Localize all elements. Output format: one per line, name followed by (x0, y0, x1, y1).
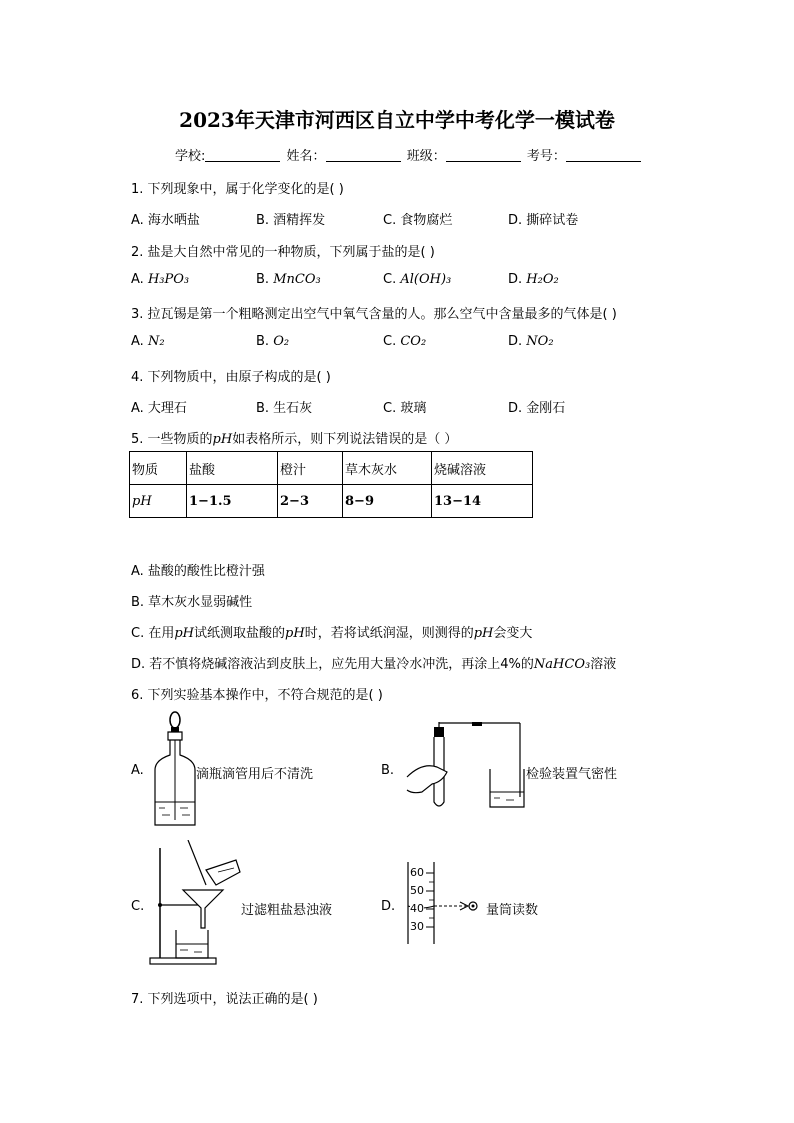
q2-option-a[interactable] (131, 272, 189, 287)
ph-symbol: pH (285, 626, 305, 641)
q6-option-d-label: 量筒读数 (486, 903, 539, 918)
option-letter: B. (256, 272, 270, 287)
class-blank[interactable] (446, 149, 521, 162)
table-cell: 13−14 (432, 485, 533, 518)
q6-option-b-letter[interactable]: B. (381, 763, 395, 778)
option-text: 试纸测取盐酸的 (194, 626, 286, 641)
table-cell: 橙汁 (278, 452, 343, 485)
option-text: C. 在用 (131, 626, 175, 641)
stem-text: 5. 一些物质的 (131, 432, 213, 447)
q6-option-d-letter[interactable]: D. (381, 899, 396, 914)
ph-table (129, 451, 533, 518)
q3-option-b[interactable] (256, 334, 289, 349)
ph-symbol: pH (212, 432, 233, 447)
option-text: 会变大 (493, 626, 533, 641)
formula: NaHCO₃ (533, 657, 591, 672)
table-row (130, 485, 533, 518)
q5-option-d[interactable] (131, 653, 616, 672)
question-6-stem: 6. 下列实验基本操作中，不符合规范的是( ) (131, 688, 383, 703)
option-letter: D. (508, 334, 523, 349)
table-cell: 1−1.5 (187, 485, 278, 518)
formula: MnCO₃ (273, 272, 321, 287)
table-cell: 物质 (130, 452, 187, 485)
cylinder-tick-60: 60 (410, 866, 424, 879)
airtightness-check-icon (402, 722, 532, 812)
q5-option-a[interactable]: A. 盐酸的酸性比橙汁强 (131, 564, 265, 579)
cylinder-tick-40: 40 (410, 902, 424, 915)
table-cell: 盐酸 (187, 452, 278, 485)
q6-option-a-letter[interactable]: A. (131, 763, 144, 778)
filtration-apparatus-icon (148, 840, 243, 968)
option-text: D. 若不慎将烧碱溶液沾到皮肤上，应先用大量冷水冲洗，再涂上4%的 (131, 657, 534, 672)
q6-option-b-label: 检验装置气密性 (526, 767, 618, 782)
table-cell: 烧碱溶液 (432, 452, 533, 485)
dropper-bottle-icon (150, 710, 200, 830)
table-cell: pH (130, 485, 187, 518)
q2-option-b[interactable] (256, 272, 321, 287)
q1-option-c[interactable]: C. 食物腐烂 (383, 213, 453, 228)
q1-option-b[interactable]: B. 酒精挥发 (256, 213, 326, 228)
formula: H₂O₂ (526, 272, 559, 287)
class-label: 班级： (406, 149, 446, 164)
table-cell: 2−3 (278, 485, 343, 518)
ph-symbol: pH (174, 626, 195, 641)
option-letter: C. (383, 272, 397, 287)
question-7-stem: 7. 下列选项中，说法正确的是( ) (131, 992, 318, 1007)
page-title: 2023年天津市河西区自立中学中考化学一模试卷 (179, 108, 615, 132)
q4-option-c[interactable]: C. 玻璃 (383, 401, 427, 416)
student-info-line (175, 145, 643, 164)
formula: H₃PO₃ (147, 272, 190, 287)
option-letter: A. (131, 272, 144, 287)
q3-option-c[interactable] (383, 334, 426, 349)
q2-option-c[interactable] (383, 272, 451, 287)
q4-option-a[interactable]: A. 大理石 (131, 401, 187, 416)
question-4-stem: 4. 下列物质中，由原子构成的是( ) (131, 370, 331, 385)
name-label: 姓名： (286, 149, 326, 164)
q1-option-a[interactable]: A. 海水晒盐 (131, 213, 200, 228)
table-cell: 草木灰水 (343, 452, 432, 485)
cylinder-tick-50: 50 (410, 884, 424, 897)
option-letter: B. (256, 334, 270, 349)
table-cell: 8−9 (343, 485, 432, 518)
formula: Al(OH)₃ (400, 272, 452, 287)
number-blank[interactable] (566, 149, 641, 162)
school-label: 学校: (175, 149, 206, 164)
q5-option-b[interactable]: B. 草木灰水显弱碱性 (131, 595, 253, 610)
stem-text: 如表格所示，则下列说法错误的是（ ） (232, 432, 458, 447)
ph-symbol: pH (473, 626, 494, 641)
q4-option-d[interactable]: D. 金刚石 (508, 401, 566, 416)
q2-option-d[interactable] (508, 272, 559, 287)
school-blank[interactable] (205, 149, 280, 162)
cylinder-tick-30: 30 (410, 920, 424, 933)
question-5-stem (131, 428, 457, 447)
name-blank[interactable] (326, 149, 401, 162)
formula: O₂ (273, 334, 290, 349)
question-1-stem: 1. 下列现象中，属于化学变化的是( ) (131, 182, 344, 197)
option-letter: C. (383, 334, 397, 349)
q6-option-a-label: 滴瓶滴管用后不清洗 (196, 767, 314, 782)
q5-option-c[interactable] (131, 622, 532, 641)
q6-option-c-label: 过滤粗盐悬浊液 (241, 903, 333, 918)
option-text: 溶液 (590, 657, 617, 672)
q4-option-b[interactable]: B. 生石灰 (256, 401, 313, 416)
question-3-stem: 3. 拉瓦锡是第一个粗略测定出空气中氧气含量的人。那么空气中含量最多的气体是( ) (131, 307, 617, 322)
question-2-stem: 2. 盐是大自然中常见的一种物质，下列属于盐的是( ) (131, 245, 435, 260)
option-letter: A. (131, 334, 144, 349)
option-letter: D. (508, 272, 523, 287)
formula: CO₂ (400, 334, 427, 349)
table-row (130, 452, 533, 485)
number-label: 考号： (526, 149, 566, 164)
q3-option-d[interactable] (508, 334, 554, 349)
q6-option-c-letter[interactable]: C. (131, 899, 145, 914)
q3-option-a[interactable] (131, 334, 165, 349)
formula: N₂ (147, 334, 165, 349)
option-text: 时，若将试纸润湿，则测得的 (304, 626, 474, 641)
formula: NO₂ (526, 334, 554, 349)
q1-option-d[interactable]: D. 撕碎试卷 (508, 213, 579, 228)
